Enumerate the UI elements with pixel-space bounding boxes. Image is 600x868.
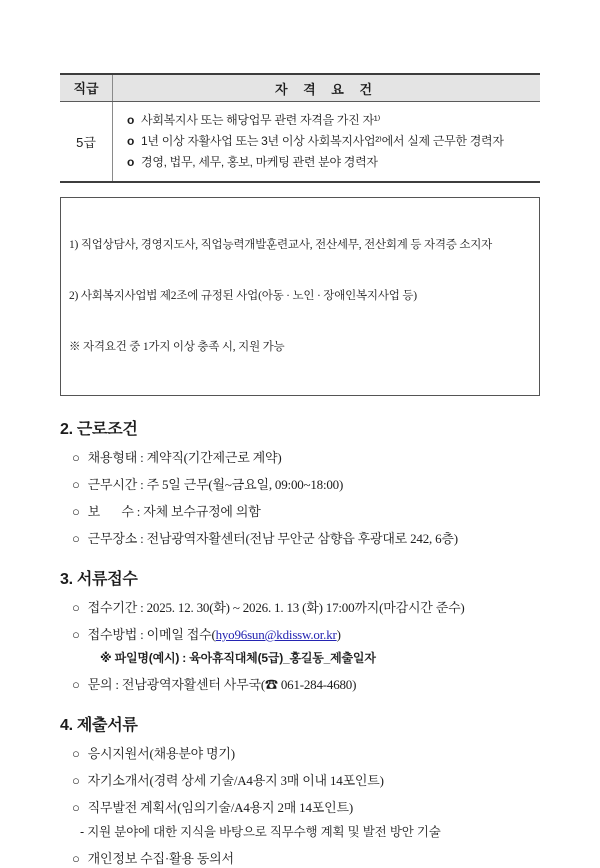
section-title-submission-documents: 4. 제출서류 — [60, 717, 138, 734]
list-item — [60, 529, 540, 548]
circle-bullet-icon: ○ — [72, 477, 80, 492]
table-body-row — [60, 102, 540, 183]
reception-period-text: 접수기간 : 2025. 12. 30(화) ~ 2026. 1. 13 (화) 17:00까지(마감시간 준수) — [87, 600, 465, 615]
footnote-line: ※ 자격요건 중 1가지 이상 충족 시, 지원 가능 — [69, 341, 285, 353]
list-item — [60, 798, 540, 817]
self-introduction-text: 자기소개서(경력 상세 기술/A4용지 3매 이내 14포인트) — [87, 773, 384, 788]
filename-example-note: ※ 파일명(예시) : 육아휴직대체(5급)_홍길동_제출일자 — [100, 651, 376, 665]
salary-text: 보 수 : 자체 보수규정에 의함 — [87, 504, 261, 519]
footnote-box — [60, 197, 540, 396]
table-header-row — [60, 73, 540, 102]
email-link[interactable]: hyo96sun@kdissw.or.kr — [215, 627, 337, 642]
list-item — [60, 502, 540, 521]
qualification-text: 1년 이상 자활사업 또는 3년 이상 사회복지사업²⁾에서 실제 근무한 경력자 — [141, 134, 504, 148]
bullet-icon: o — [127, 134, 135, 148]
job-development-plan-text: 직무발전 계획서(임의기술/A4용지 2매 14포인트) — [87, 800, 353, 815]
circle-bullet-icon: ○ — [72, 504, 80, 519]
circle-bullet-icon: ○ — [72, 851, 80, 866]
circle-bullet-icon: ○ — [72, 746, 80, 761]
bullet-icon: o — [127, 155, 135, 169]
reception-method-prefix: 접수방법 : 이메일 접수( — [87, 627, 216, 642]
header-grade-column: 직급 — [60, 75, 113, 101]
list-item — [60, 475, 540, 494]
footnote-line: 1) 직업상담사, 경영지도사, 직업능력개발훈련교사, 전산세무, 전산회계 등 자격증 소지자 — [69, 239, 493, 251]
circle-bullet-icon: ○ — [72, 677, 80, 692]
footnote-line: 2) 사회복지사업법 제2조에 규정된 사업(아동 · 노인 · 장애인복지사업 등) — [69, 290, 417, 302]
reception-method-text — [88, 625, 341, 644]
circle-bullet-icon: ○ — [72, 627, 80, 642]
list-item — [60, 771, 540, 790]
qualification-item — [127, 152, 536, 173]
qualification-text: 사회복지사 또는 해당업무 관련 자격을 가진 자¹⁾ — [141, 113, 381, 127]
contact-text: 문의 : 전남광역자활센터 사무국(☎ 061-284-4680) — [87, 677, 357, 692]
list-item — [60, 744, 540, 763]
section-title-document-reception: 3. 서류접수 — [60, 571, 138, 588]
list-item — [60, 598, 540, 617]
circle-bullet-icon: ○ — [72, 450, 80, 465]
qualification-text: 경영, 법무, 세무, 홍보, 마케팅 관련 분야 경력자 — [141, 155, 378, 169]
section-title-working-conditions: 2. 근로조건 — [60, 421, 138, 438]
circle-bullet-icon: ○ — [72, 773, 80, 788]
list-item — [60, 625, 540, 644]
qualification-item — [127, 131, 536, 152]
workplace-text: 근무장소 : 전남광역자활센터(전남 무안군 삼향읍 후광대로 242, 6층) — [87, 531, 458, 546]
qualification-item — [127, 110, 536, 131]
circle-bullet-icon: ○ — [72, 600, 80, 615]
list-item — [60, 448, 540, 467]
qualification-table — [60, 73, 540, 183]
grade-cell: 5급 — [60, 102, 113, 181]
application-form-text: 응시지원서(채용분야 명기) — [87, 746, 235, 761]
reception-method-suffix: ) — [336, 627, 341, 642]
privacy-consent-text: 개인정보 수집·활용 동의서 — [87, 851, 234, 866]
list-item — [60, 849, 540, 868]
employment-type-text: 채용형태 : 계약직(기간제근로 계약) — [87, 450, 282, 465]
working-hours-text: 근무시간 : 주 5일 근무(월~금요일, 09:00~18:00) — [87, 477, 344, 492]
job-plan-detail-text: - 지원 분야에 대한 지식을 바탕으로 직무수행 계획 및 발전 방안 기술 — [80, 825, 441, 839]
circle-bullet-icon: ○ — [72, 531, 80, 546]
list-item — [60, 675, 540, 694]
qualification-cell — [113, 102, 540, 181]
circle-bullet-icon: ○ — [72, 800, 80, 815]
bullet-icon: o — [127, 113, 135, 127]
header-qualification-column: 자 격 요 건 — [274, 81, 379, 97]
